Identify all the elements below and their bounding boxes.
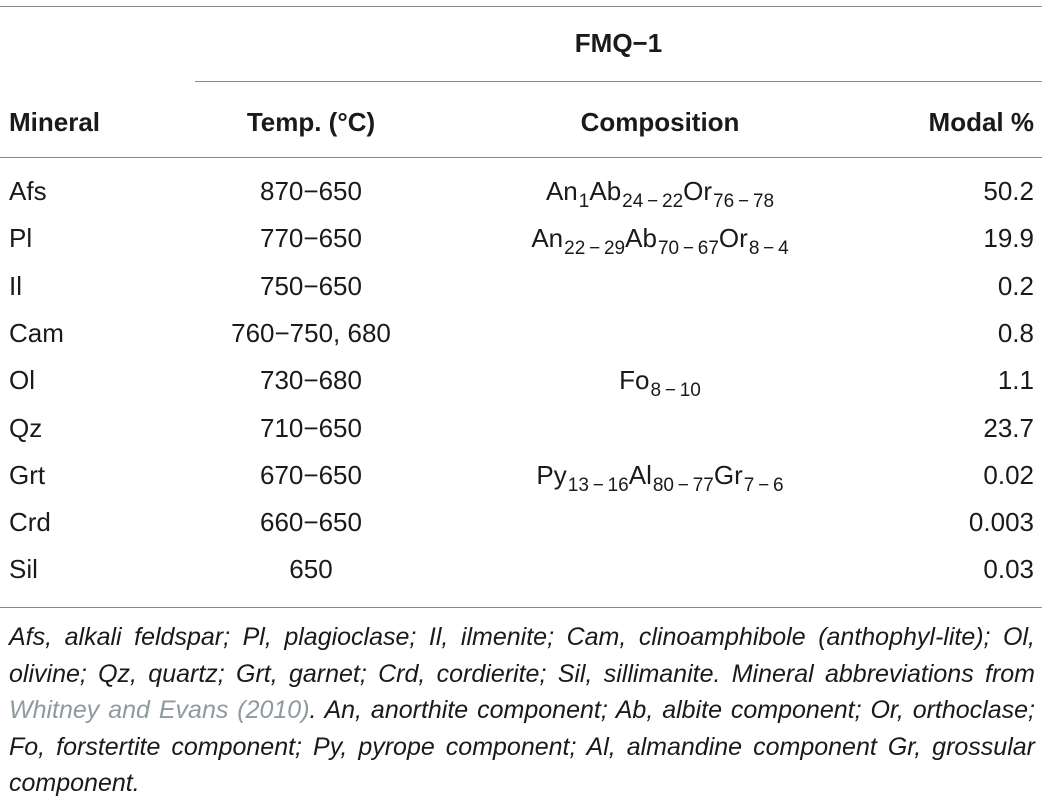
component-range: 7 − 6 xyxy=(743,474,784,496)
component-symbol: Ab xyxy=(625,223,657,254)
table-row xyxy=(0,216,1042,263)
component-range: 24 − 22 xyxy=(622,191,684,212)
component-symbol: Ab xyxy=(589,176,622,206)
footnote-text-after: . An, anorthite component; Ab, albite component; Or, orthoclase; Fo, forstertite component; Py, pyrope component; Al, almandine component Gr, grossular component. xyxy=(9,696,1035,797)
component-symbol: Gr xyxy=(713,459,743,490)
component-symbol: Or xyxy=(683,176,713,206)
cell-temp: 670−650 xyxy=(260,459,362,490)
cell-mineral: Crd xyxy=(9,507,51,538)
table-row xyxy=(0,453,1042,500)
cell-mineral: Pl xyxy=(9,223,33,254)
cell-temp: 750−650 xyxy=(260,270,362,301)
cell-modal: 0.003 xyxy=(968,507,1034,538)
table-row xyxy=(0,500,1042,547)
component-symbol: Py xyxy=(536,459,567,490)
component-range: 80 − 77 xyxy=(652,474,714,496)
component-range: 70 − 67 xyxy=(657,238,719,260)
cell-mineral: Grt xyxy=(9,459,46,490)
cell-temp: 730−680 xyxy=(260,365,362,396)
component-symbol: An xyxy=(545,176,578,206)
cell-mineral: Sil xyxy=(9,554,38,585)
cell-modal: 0.2 xyxy=(997,270,1034,301)
cell-composition xyxy=(460,220,860,260)
cell-modal: 23.7 xyxy=(983,412,1034,443)
cell-mineral: Qz xyxy=(9,412,43,443)
cell-modal: 0.02 xyxy=(983,459,1034,490)
group-header-rule xyxy=(195,81,1042,82)
component-range: 8 − 10 xyxy=(650,380,701,402)
table-row xyxy=(0,264,1042,311)
cell-composition xyxy=(460,457,860,497)
component-symbol: Fo xyxy=(619,365,650,396)
cell-mineral: Cam xyxy=(9,317,64,348)
cell-modal: 0.03 xyxy=(983,554,1034,585)
component-range: 8 − 4 xyxy=(748,238,789,260)
column-header-composition: Composition xyxy=(580,107,740,137)
component-symbol: Al xyxy=(628,459,652,490)
component-range: 13 − 16 xyxy=(567,474,629,496)
cell-temp: 650 xyxy=(289,554,333,585)
column-header-temp: Temp. (°C) xyxy=(246,107,376,137)
cell-modal: 0.8 xyxy=(997,317,1034,348)
cell-temp: 760−750, 680 xyxy=(231,317,391,348)
cell-modal: 50.2 xyxy=(983,176,1034,206)
column-header-modal: Modal % xyxy=(928,107,1034,137)
citation-link[interactable]: Whitney and Evans (2010) xyxy=(9,696,310,724)
footnote-text-before: Afs, alkali feldspar; Pl, plagioclase; Il, ilmenite; Cam, clinoamphibole (anthophyl-lite); Ol, olivine; Qz, quartz; Grt, garnet; Crd, cordierite; Sil, sillimanite. Mineral abbreviations from xyxy=(9,623,1035,688)
table-row xyxy=(0,169,1042,216)
table-row xyxy=(0,547,1042,594)
cell-temp: 770−650 xyxy=(260,223,362,254)
cell-temp: 660−650 xyxy=(260,507,362,538)
cell-modal: 19.9 xyxy=(983,223,1034,254)
cell-mineral: Ol xyxy=(9,365,35,396)
cell-composition xyxy=(460,362,860,402)
group-header-fmq: FMQ−1 xyxy=(574,28,663,58)
table-row xyxy=(0,406,1042,453)
component-range: 76 − 78 xyxy=(713,191,775,212)
header-rule xyxy=(0,157,1042,158)
component-range: 1 xyxy=(578,191,590,212)
component-symbol: An xyxy=(531,223,564,254)
cell-composition xyxy=(460,173,860,213)
table-row xyxy=(0,358,1042,405)
top-rule xyxy=(0,6,1042,7)
bottom-rule xyxy=(0,607,1042,608)
cell-temp: 710−650 xyxy=(260,412,362,443)
component-symbol: Or xyxy=(718,223,748,254)
table-footnote xyxy=(9,619,1035,802)
cell-mineral: Il xyxy=(9,270,22,301)
cell-modal: 1.1 xyxy=(997,365,1034,396)
cell-temp: 870−650 xyxy=(260,176,362,206)
table-row xyxy=(0,311,1042,358)
component-range: 22 − 29 xyxy=(564,238,626,260)
column-header-mineral: Mineral xyxy=(9,107,101,137)
cell-mineral: Afs xyxy=(9,176,47,206)
